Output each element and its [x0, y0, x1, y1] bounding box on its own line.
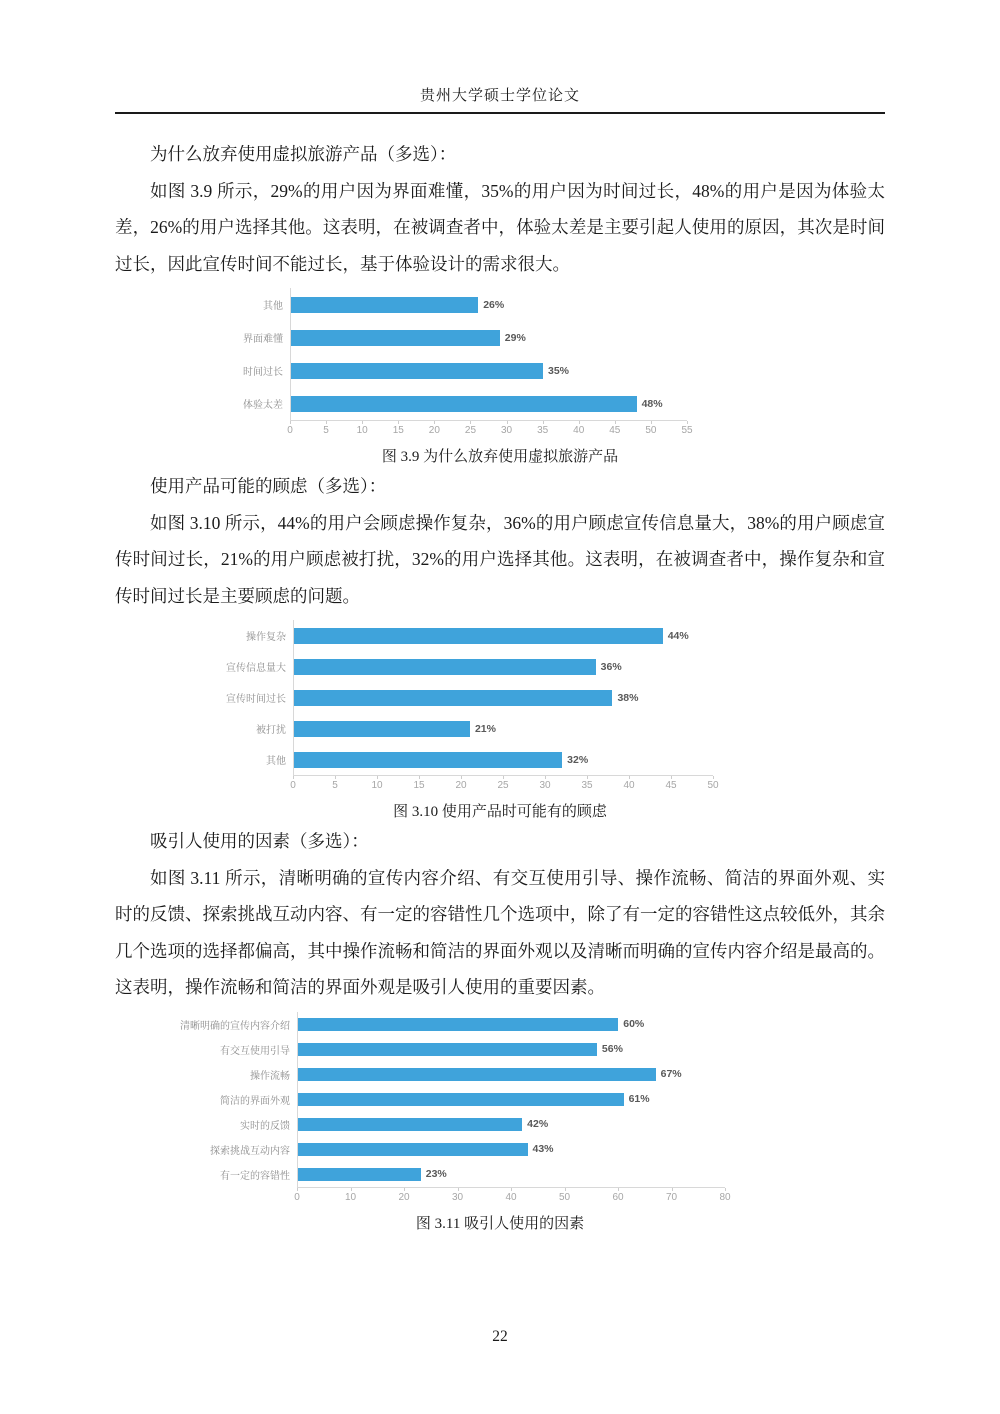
tick-mark: [398, 421, 399, 424]
category-label: 实时的反馈: [240, 1120, 290, 1132]
tick-label: 40: [505, 1191, 517, 1203]
category-label: 时间过长: [243, 367, 283, 378]
tick-label: 25: [464, 425, 477, 436]
tick-label: 10: [356, 425, 368, 436]
bar-track: [293, 620, 713, 651]
chart-row: [157, 1112, 885, 1137]
bar-value-label: 48%: [641, 397, 663, 410]
tick-label: 20: [428, 425, 440, 436]
tick-mark: [326, 421, 327, 424]
tick-mark: [461, 776, 462, 779]
bar-track: [297, 1062, 725, 1087]
tick-mark: [293, 776, 294, 779]
bar: [298, 1168, 421, 1181]
chart-row: [157, 1012, 885, 1037]
tick-label: 70: [665, 1191, 678, 1203]
tick-mark: [404, 1188, 405, 1191]
tick-label: 10: [344, 1191, 357, 1203]
tick-label: 15: [392, 425, 404, 436]
bar-value-label: 60%: [623, 1018, 645, 1030]
section-heading-3: 吸引人使用的因素（多选）：: [150, 831, 369, 851]
figure-caption-3-10: 图 3.10 使用产品时可能有的顾虑: [393, 804, 607, 820]
category-label: 其他: [263, 301, 283, 312]
bar-value-label: 32%: [567, 753, 589, 766]
tick-label: 0: [290, 780, 296, 791]
category-label: 宣传信息量大: [226, 663, 286, 674]
bar-value-label: 23%: [425, 1168, 447, 1180]
tick-mark: [511, 1188, 512, 1191]
tick-mark: [579, 421, 580, 424]
tick-label: 45: [609, 425, 621, 436]
tick-mark: [565, 1188, 566, 1191]
chart-row: [157, 1137, 885, 1162]
section-heading-2: 使用产品可能的顾虑（多选）：: [150, 476, 387, 496]
x-axis: [290, 775, 719, 793]
tick-label: 60: [612, 1191, 624, 1203]
figure-caption-3-11: 图 3.11 吸引人使用的因素: [415, 1215, 585, 1232]
category-label: 清晰明确的宣传内容介绍: [180, 1020, 290, 1032]
tick-label: 30: [539, 780, 551, 791]
tick-label: 35: [581, 780, 593, 791]
category-label: 简洁的界面外观: [220, 1095, 290, 1107]
bar-track: [293, 744, 713, 775]
bar-track: [293, 682, 713, 713]
bar-track: [297, 1137, 725, 1162]
tick-mark: [618, 1188, 619, 1191]
category-label: 有交互使用引导: [220, 1045, 290, 1057]
figure-3-9: [115, 288, 885, 466]
tick-label: 30: [500, 425, 513, 436]
tick-mark: [434, 421, 435, 424]
chart-row: [157, 1087, 885, 1112]
tick-label: 5: [323, 425, 329, 436]
tick-label: 30: [451, 1191, 464, 1203]
category-label: 有一定的容错性: [220, 1170, 290, 1182]
bar-value-label: 36%: [600, 660, 622, 673]
bar-track: [290, 321, 687, 354]
bar-value-label: 21%: [474, 722, 496, 735]
header-rule: [115, 112, 885, 114]
chart-row: [203, 713, 885, 744]
x-axis: [294, 1187, 731, 1205]
bar: [294, 721, 470, 737]
bar: [298, 1143, 528, 1156]
bar-track: [297, 1037, 725, 1062]
tick-label: 20: [398, 1191, 410, 1203]
tick-mark: [672, 1188, 673, 1191]
bar-value-label: 26%: [483, 298, 505, 311]
page-number: 22: [492, 1328, 508, 1345]
bar: [294, 659, 596, 675]
tick-label: 35: [537, 425, 549, 436]
tick-label: 0: [294, 1191, 300, 1203]
tick-label: 45: [665, 780, 677, 791]
tick-label: 40: [623, 780, 635, 791]
tick-label: 20: [455, 780, 467, 791]
tick-label: 50: [645, 425, 657, 436]
bar-value-label: 29%: [504, 331, 526, 344]
bar-value-label: 56%: [601, 1043, 623, 1055]
figure-caption-3-9: 图 3.9 为什么放弃使用虚拟旅游产品: [381, 449, 619, 465]
category-label: 宣传时间过长: [226, 694, 286, 705]
tick-mark: [377, 776, 378, 779]
category-label: 界面难懂: [243, 334, 283, 345]
bar-track: [290, 387, 687, 420]
tick-label: 0: [287, 425, 293, 436]
bar: [298, 1018, 618, 1031]
bar-track: [293, 651, 713, 682]
tick-mark: [543, 421, 544, 424]
bar: [294, 752, 562, 768]
tick-label: 15: [413, 780, 425, 791]
tick-mark: [290, 421, 291, 424]
chart-row: [203, 682, 885, 713]
figure-3-10: [115, 620, 885, 821]
section-heading-1: 为什么放弃使用虚拟旅游产品（多选）：: [150, 144, 457, 164]
category-label: 体验太差: [243, 400, 283, 411]
tick-mark: [725, 1188, 726, 1191]
tick-mark: [297, 1188, 298, 1191]
tick-mark: [671, 776, 672, 779]
chart-row: [157, 1162, 885, 1187]
bar-track: [297, 1112, 725, 1137]
tick-mark: [419, 776, 420, 779]
tick-mark: [503, 776, 504, 779]
tick-label: 5: [332, 780, 338, 791]
bar: [294, 628, 663, 644]
bar-chart-3-11: [157, 1012, 885, 1205]
bar: [291, 396, 637, 412]
bar: [291, 330, 500, 346]
tick-mark: [629, 776, 630, 779]
page-header-title: 贵州大学硕士学位论文: [419, 88, 580, 104]
bar-value-label: 43%: [532, 1143, 554, 1155]
bar-value-label: 42%: [527, 1118, 549, 1130]
bar-track: [297, 1087, 725, 1112]
bar: [291, 363, 543, 379]
tick-mark: [470, 421, 471, 424]
chart-row: [230, 288, 885, 321]
tick-label: 50: [558, 1191, 571, 1203]
bar-value-label: 67%: [660, 1068, 682, 1080]
category-label: 被打扰: [256, 725, 286, 736]
bar: [298, 1093, 624, 1106]
figure-3-11: [115, 1012, 885, 1233]
category-label: 探索挑战互动内容: [210, 1145, 290, 1157]
tick-label: 40: [573, 425, 585, 436]
bar-value-label: 38%: [617, 691, 639, 704]
tick-mark: [335, 776, 336, 779]
category-label: 操作复杂: [246, 632, 286, 643]
bar-track: [293, 713, 713, 744]
tick-label: 80: [719, 1191, 731, 1203]
tick-mark: [587, 776, 588, 779]
bar: [298, 1043, 597, 1056]
bar-value-label: 44%: [667, 629, 689, 642]
tick-mark: [713, 776, 714, 779]
chart-row: [157, 1037, 885, 1062]
bar: [298, 1118, 522, 1131]
tick-mark: [351, 1188, 352, 1191]
tick-mark: [545, 776, 546, 779]
bar: [294, 690, 612, 706]
bar-value-label: 35%: [548, 364, 570, 377]
chart-row: [230, 354, 885, 387]
chart-row: [203, 651, 885, 682]
tick-label: 10: [371, 780, 383, 791]
bar-track: [297, 1012, 725, 1037]
body-paragraph-3: 如图 3.11 所示，清晰明确的宣传内容介绍、有交互使用引导、操作流畅、简洁的界面外观、实时的反馈、探索挑战互动内容、有一定的容错性几个选项中，除了有一定的容错性这点较低外，其余几个选项的选择都偏高，其中操作流畅和简洁的界面外观以及清晰而明确的宣传内容介绍是最高的。这表明，操作流畅和简洁的界面外观是吸引人使用的重要因素。: [115, 867, 885, 997]
chart-row: [230, 321, 885, 354]
bar: [291, 297, 478, 313]
tick-mark: [651, 421, 652, 424]
chart-row: [203, 620, 885, 651]
tick-mark: [362, 421, 363, 424]
body-paragraph-2: 如图 3.10 所示，44%的用户会顾虑操作复杂，36%的用户顾虑宣传信息量大，38%的用户顾虑宣传时间过长，21%的用户顾虑被打扰，32%的用户选择其他。这表明，在被调查者中，操作复杂和宣传时间过长是主要顾虑的问题。: [115, 512, 885, 606]
bar-track: [297, 1162, 725, 1187]
tick-label: 55: [681, 425, 693, 436]
bar: [298, 1068, 656, 1081]
bar-track: [290, 288, 687, 321]
bar-chart-3-9: [230, 288, 885, 438]
bar-chart-3-10: [203, 620, 885, 793]
tick-mark: [615, 421, 616, 424]
tick-label: 25: [497, 780, 509, 791]
tick-mark: [687, 421, 688, 424]
tick-mark: [458, 1188, 459, 1191]
category-label: 操作流畅: [250, 1070, 290, 1082]
bar-value-label: 61%: [628, 1093, 650, 1105]
chart-row: [230, 387, 885, 420]
chart-row: [203, 744, 885, 775]
bar-track: [290, 354, 687, 387]
tick-mark: [507, 421, 508, 424]
body-paragraph-1: 如图 3.9 所示，29%的用户因为界面难懂，35%的用户因为时间过长，48%的用户是因为体验太差，26%的用户选择其他。这表明，在被调查者中，体验太差是主要引起人使用的原因，其次是时间过长，因此宣传时间不能过长，基于体验设计的需求很大。: [115, 180, 885, 274]
category-label: 其他: [266, 756, 286, 767]
tick-label: 50: [707, 780, 719, 791]
x-axis: [287, 420, 693, 438]
chart-row: [157, 1062, 885, 1087]
